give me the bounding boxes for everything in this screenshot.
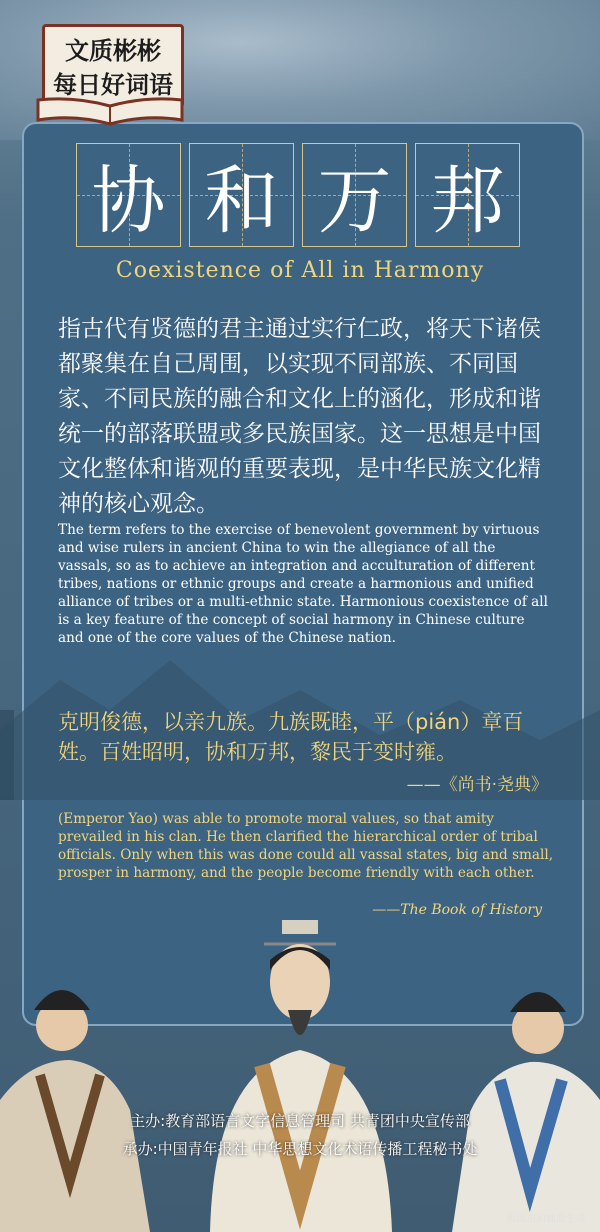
- quote-source-zh: ——《尚书·尧典》: [406, 775, 548, 795]
- ai-note: 画面由AI辅助生成: [506, 1214, 586, 1225]
- title-grid: [76, 143, 526, 247]
- organizer-line: 主办:教育部语言文字信息管理司 共青团中央宣传部: [130, 1112, 470, 1130]
- chinese-definition: 指古代有贤德的君主通过实行仁政，将天下诸侯都聚集在自己周围，以实现不同部族、不同国家、不同民族的融合和文化上的涵化，形成和谐统一的部落联盟或多民族国家。这一思想是中国文化整体和谐观的重要表现，是中华民族文化精神的核心观念。: [58, 316, 541, 517]
- english-definition: The term refers to the exercise of benevolent government by virtuous and wise rulers in ancient China to win the allegiance of all the vassals, so as to achieve an integration and acculturation of different tribes, nations or ethnic groups and create a harmonious and unified alliance of tribes or a multi-ethnic state. Harmonious coexistence of all is a key feature of the concept of social harmony in Chinese culture and one of the core values of the Chinese nation.: [58, 522, 548, 646]
- classical-quote: 克明俊德，以亲九族。九族既睦，平（pián）章百姓。百姓昭明，协和万邦，黎民于变时雍。: [58, 710, 524, 764]
- title-char-cell: [415, 143, 520, 247]
- badge-title: 文质彬彬: [65, 36, 161, 65]
- title-char: 和: [204, 158, 279, 244]
- series-badge: [34, 24, 186, 126]
- title-char-cell: [76, 143, 181, 247]
- title-char: 协: [91, 158, 166, 244]
- title-char: 万: [317, 158, 392, 244]
- title-char-cell: [302, 143, 407, 247]
- title-char: 邦: [430, 158, 505, 244]
- badge-subtitle: 每日好词语: [53, 70, 173, 99]
- center-figure: [210, 920, 392, 1232]
- english-title: Coexistence of All in Harmony: [115, 258, 485, 283]
- book-icon: [34, 96, 186, 126]
- title-char-cell: [189, 143, 294, 247]
- figures-illustration: [0, 900, 600, 1232]
- quote-source-en: ——The Book of History: [372, 902, 542, 918]
- host-line: 承办:中国青年报社 中华思想文化术语传播工程秘书处: [122, 1140, 478, 1158]
- quote-translation: (Emperor Yao) was able to promote moral values, so that amity prevailed in his clan. He then clarified the hierarchical order of tribal officials. Only when this was done could all vassal states, big and small, prosper in harmony, and the people become friendly with each other.: [58, 811, 554, 881]
